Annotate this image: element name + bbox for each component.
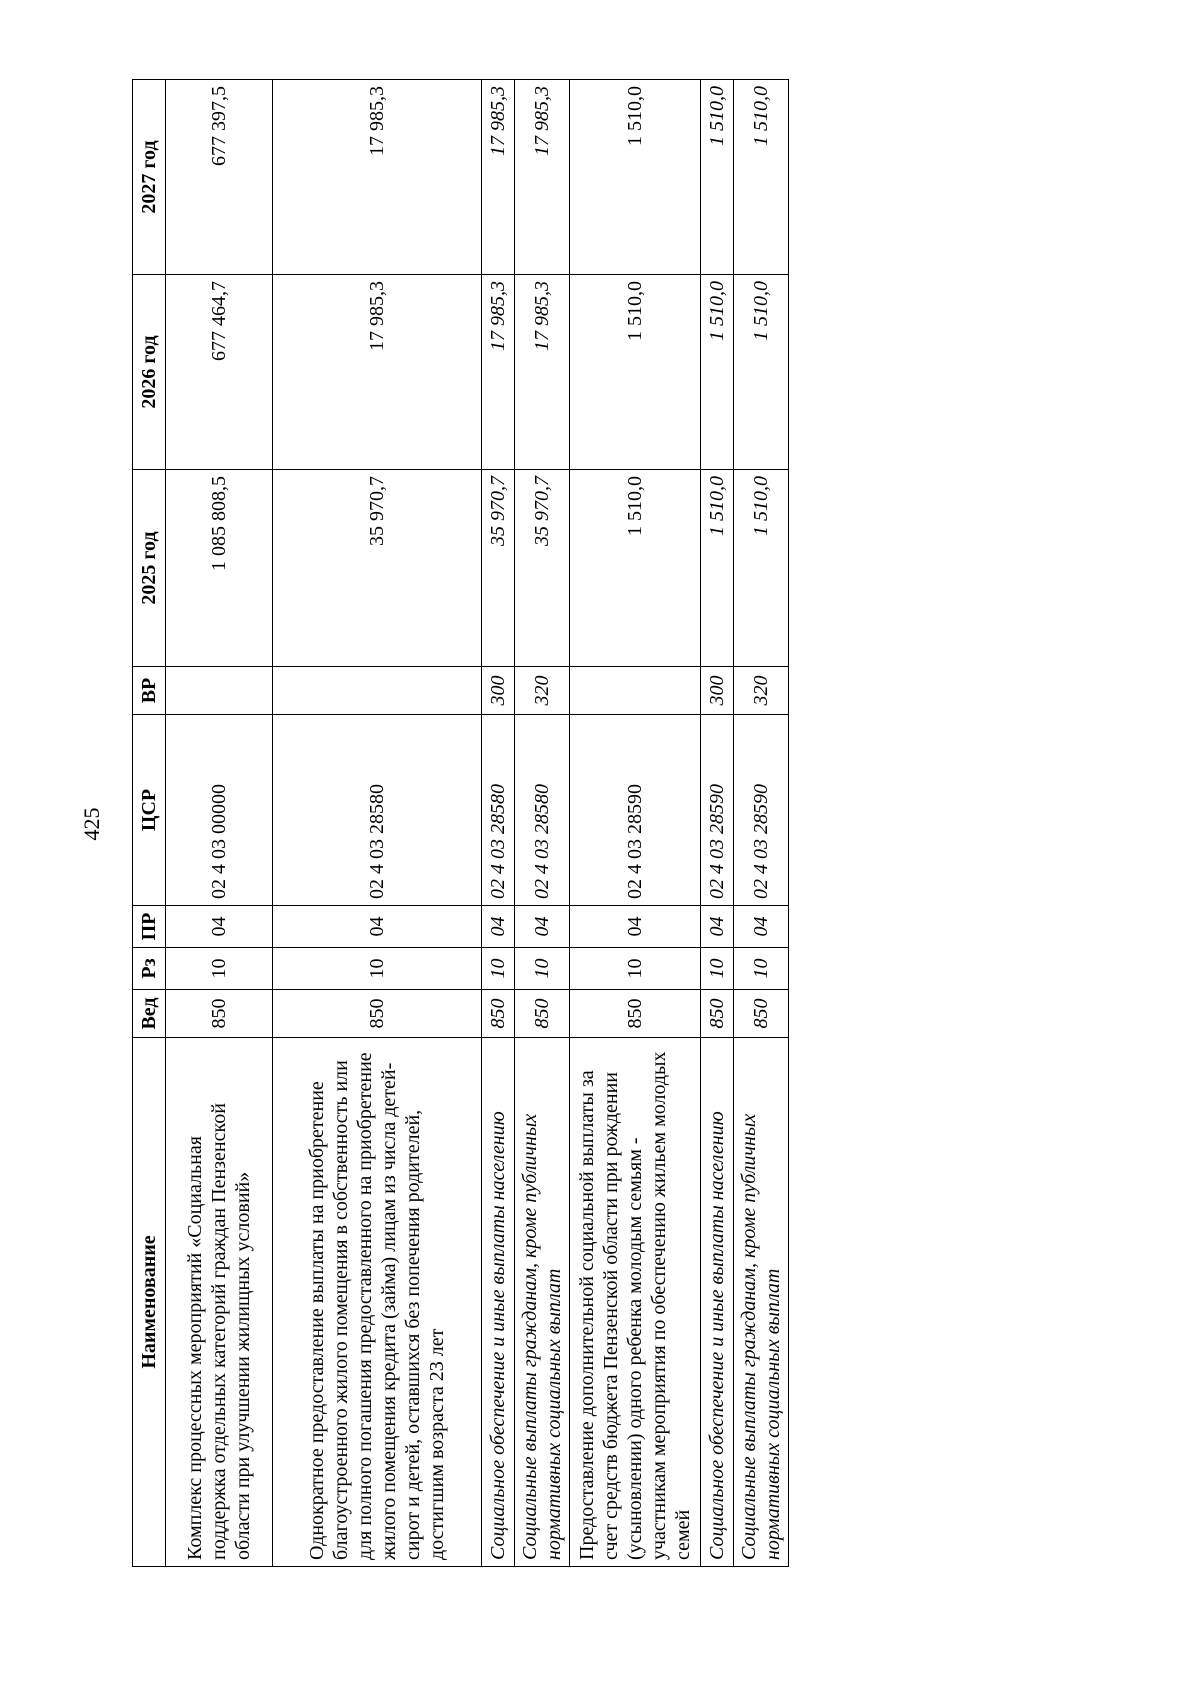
row-ved: 850 (273, 990, 481, 1038)
row-2027: 1 510,0 (733, 80, 788, 275)
header-2026: 2026 год (133, 275, 166, 470)
row-pr: 04 (166, 906, 273, 948)
row-csr: 02 4 03 28590 (733, 715, 788, 906)
row-rz: 10 (481, 948, 514, 990)
row-pr: 04 (481, 906, 514, 948)
row-vr: 320 (733, 667, 788, 715)
row-vr: 320 (514, 667, 569, 715)
header-vr: ВР (133, 667, 166, 715)
table-row (166, 80, 273, 1567)
row-rz: 10 (700, 948, 733, 990)
row-csr: 02 4 03 00000 (166, 715, 273, 906)
row-2027: 17 985,3 (481, 80, 514, 275)
row-rz: 10 (514, 948, 569, 990)
rotated-table-container (132, 80, 789, 1567)
row-rz: 10 (569, 948, 700, 990)
row-name: Комплекс процессных мероприятий «Социальная поддержка отдельных категорий граждан Пензенской области при улучшении жилищных условий» (166, 1038, 273, 1567)
row-rz: 10 (273, 948, 481, 990)
table-row (569, 80, 700, 1567)
row-rz: 10 (733, 948, 788, 990)
row-2026: 17 985,3 (481, 275, 514, 470)
row-2025: 1 510,0 (700, 470, 733, 667)
row-ved: 850 (700, 990, 733, 1038)
header-row (133, 80, 166, 1567)
row-name: Социальное обеспечение и иные выплаты населению (700, 1038, 733, 1567)
table-row (514, 80, 569, 1567)
header-csr: ЦСР (133, 715, 166, 906)
header-2025: 2025 год (133, 470, 166, 667)
row-csr: 02 4 03 28580 (514, 715, 569, 906)
row-pr: 04 (700, 906, 733, 948)
row-name: Социальные выплаты гражданам, кроме публичных нормативных социальных выплат (733, 1038, 788, 1567)
row-rz: 10 (166, 948, 273, 990)
row-vr (166, 667, 273, 715)
row-2026: 1 510,0 (733, 275, 788, 470)
row-2025: 35 970,7 (514, 470, 569, 667)
row-name: Социальное обеспечение и иные выплаты населению (481, 1038, 514, 1567)
row-2027: 1 510,0 (700, 80, 733, 275)
row-2026: 1 510,0 (700, 275, 733, 470)
row-vr: 300 (481, 667, 514, 715)
header-2027: 2027 год (133, 80, 166, 275)
row-pr: 04 (569, 906, 700, 948)
table-row (273, 80, 481, 1567)
row-csr: 02 4 03 28590 (700, 715, 733, 906)
row-2026: 1 510,0 (569, 275, 700, 470)
row-2027: 677 397,5 (166, 80, 273, 275)
page-number: 425 (79, 807, 104, 841)
row-2027: 17 985,3 (514, 80, 569, 275)
row-2026: 677 464,7 (166, 275, 273, 470)
row-csr: 02 4 03 28580 (481, 715, 514, 906)
row-pr: 04 (733, 906, 788, 948)
header-pr: ПР (133, 906, 166, 948)
table-row (481, 80, 514, 1567)
row-ved: 850 (166, 990, 273, 1038)
row-2025: 1 510,0 (569, 470, 700, 667)
row-vr (569, 667, 700, 715)
row-csr: 02 4 03 28590 (569, 715, 700, 906)
table-row (733, 80, 788, 1567)
table-row (700, 80, 733, 1567)
row-2027: 17 985,3 (273, 80, 481, 275)
row-name: Социальные выплаты гражданам, кроме публичных нормативных социальных выплат (514, 1038, 569, 1567)
row-vr: 300 (700, 667, 733, 715)
row-ved: 850 (733, 990, 788, 1038)
row-2026: 17 985,3 (273, 275, 481, 470)
header-rz: Рз (133, 948, 166, 990)
row-ved: 850 (569, 990, 700, 1038)
row-name: Предоставление дополнительной социальной выплаты за счет средств бюджета Пензенской области при рождении (усыновлении) одного ребенка молодым семьям - участникам мероприятия по обеспечению жильем молодых семей (569, 1038, 700, 1567)
row-pr: 04 (273, 906, 481, 948)
row-2025: 35 970,7 (273, 470, 481, 667)
row-2025: 35 970,7 (481, 470, 514, 667)
row-ved: 850 (514, 990, 569, 1038)
row-name: Однократное предоставление выплаты на приобретение благоустроенного жилого помещения в собственность или для полного погашения предоставленного на приобретение жилого помещения кредита (займа) лицам из числа детей-сирот и детей, оставшихся без попечения родителей, достигшим возраста 23 лет (273, 1038, 481, 1567)
row-vr (273, 667, 481, 715)
row-2025: 1 085 808,5 (166, 470, 273, 667)
row-2025: 1 510,0 (733, 470, 788, 667)
row-2027: 1 510,0 (569, 80, 700, 275)
header-ved: Вед (133, 990, 166, 1038)
row-ved: 850 (481, 990, 514, 1038)
row-csr: 02 4 03 28580 (273, 715, 481, 906)
row-pr: 04 (514, 906, 569, 948)
header-name: Наименование (133, 1038, 166, 1567)
row-2026: 17 985,3 (514, 275, 569, 470)
budget-table (132, 79, 789, 1567)
